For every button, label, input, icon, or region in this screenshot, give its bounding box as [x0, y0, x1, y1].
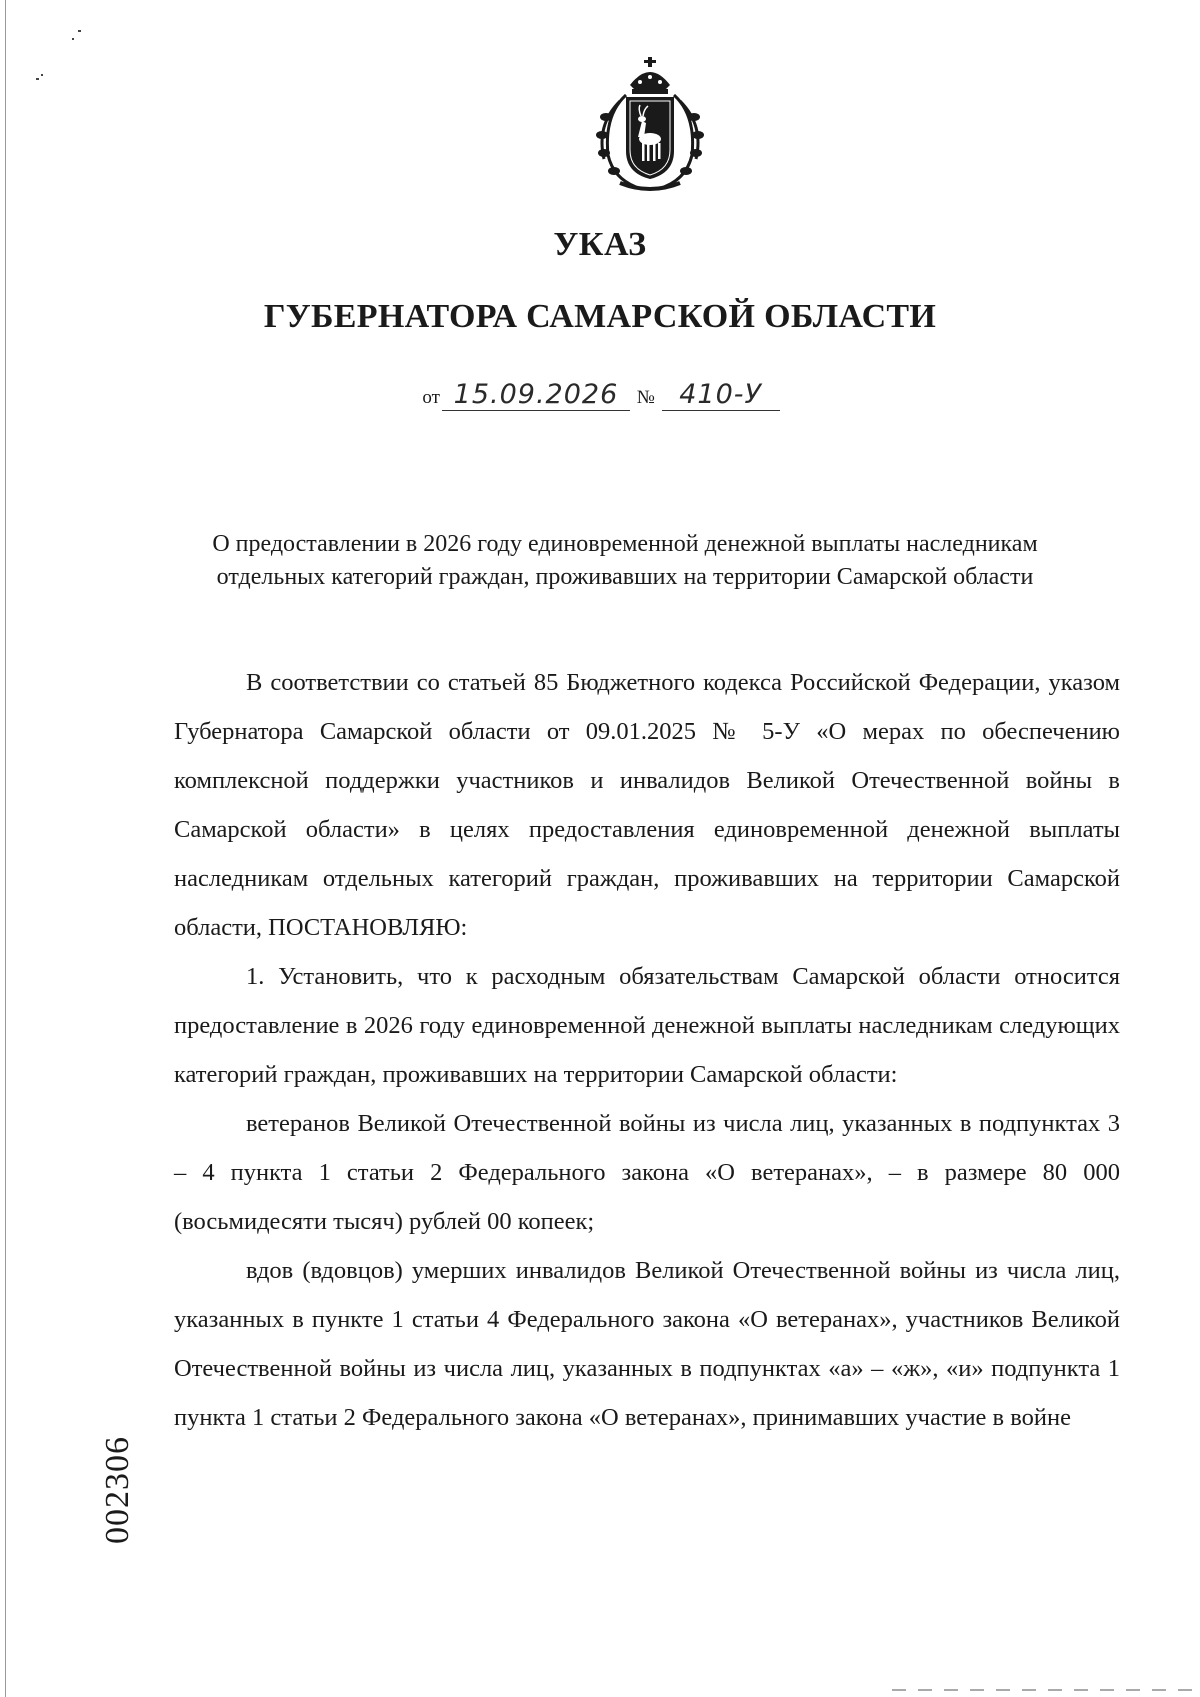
date-number-line	[0, 380, 1200, 411]
issuer-title: ГУБЕРНАТОРА САМАРСКОЙ ОБЛАСТИ	[263, 298, 937, 335]
handwritten-date: 15.09.2026	[442, 380, 630, 411]
category-paragraph: ветеранов Великой Отечественной войны из числа лиц, указанных в подпунктах 3 – 4 пункта 1 статьи 2 Федерального закона «О ветеранах», – в размере 80 000 (восьмидесяти тысяч) рублей 00 копеек;	[174, 1110, 1120, 1235]
coat-of-arms-emblem	[586, 55, 714, 195]
margin-serial-number: 002306	[99, 1436, 136, 1544]
number-prefix: №	[636, 387, 655, 408]
clause-paragraph: 1. Установить, что к расходным обязательствам Самарской области относится предоставление в 2026 году единовременной денежной выплаты наследникам следующих категорий граждан, проживавших на территории Самарской области:	[174, 963, 1120, 1088]
scan-speck	[41, 74, 43, 76]
scan-speck	[78, 30, 81, 32]
document-body	[174, 658, 1120, 1442]
scan-speck	[72, 38, 74, 40]
handwritten-number: 410-У	[662, 380, 780, 411]
date-prefix: от	[422, 387, 440, 408]
scan-speck	[36, 78, 39, 80]
document-type-title: УКАЗ	[553, 226, 647, 263]
bottom-edge-dashes	[892, 1689, 1192, 1691]
category-paragraph: вдов (вдовцов) умерших инвалидов Великой Отечественной войны из числа лиц, указанных в пункте 1 статьи 4 Федерального закона «О ветеранах», участников Великой Отечественной войны из числа лиц, указанных в подпунктах «а» – «ж», «и» подпункта 1 пункта 1 статьи 2 Федерального закона «О ветеранах», принимавших участие в войне	[174, 1257, 1120, 1431]
preamble-paragraph: В соответствии со статьей 85 Бюджетного кодекса Российской Федерации, указом Губернатора Самарской области от 09.01.2025 № 5-У «О мерах по обеспечению комплексной поддержки участников и инвалидов Великой Отечественной войны в Самарской области» в целях предоставления единовременной денежной выплаты наследникам отдельных категорий граждан, проживавших на территории Самарской области, ПОСТАНОВЛЯЮ:	[174, 669, 1120, 941]
document-subject: О предоставлении в 2026 году единовременной денежной выплаты наследникам отдельных категорий граждан, проживавших на территории Самарской области	[212, 531, 1038, 590]
